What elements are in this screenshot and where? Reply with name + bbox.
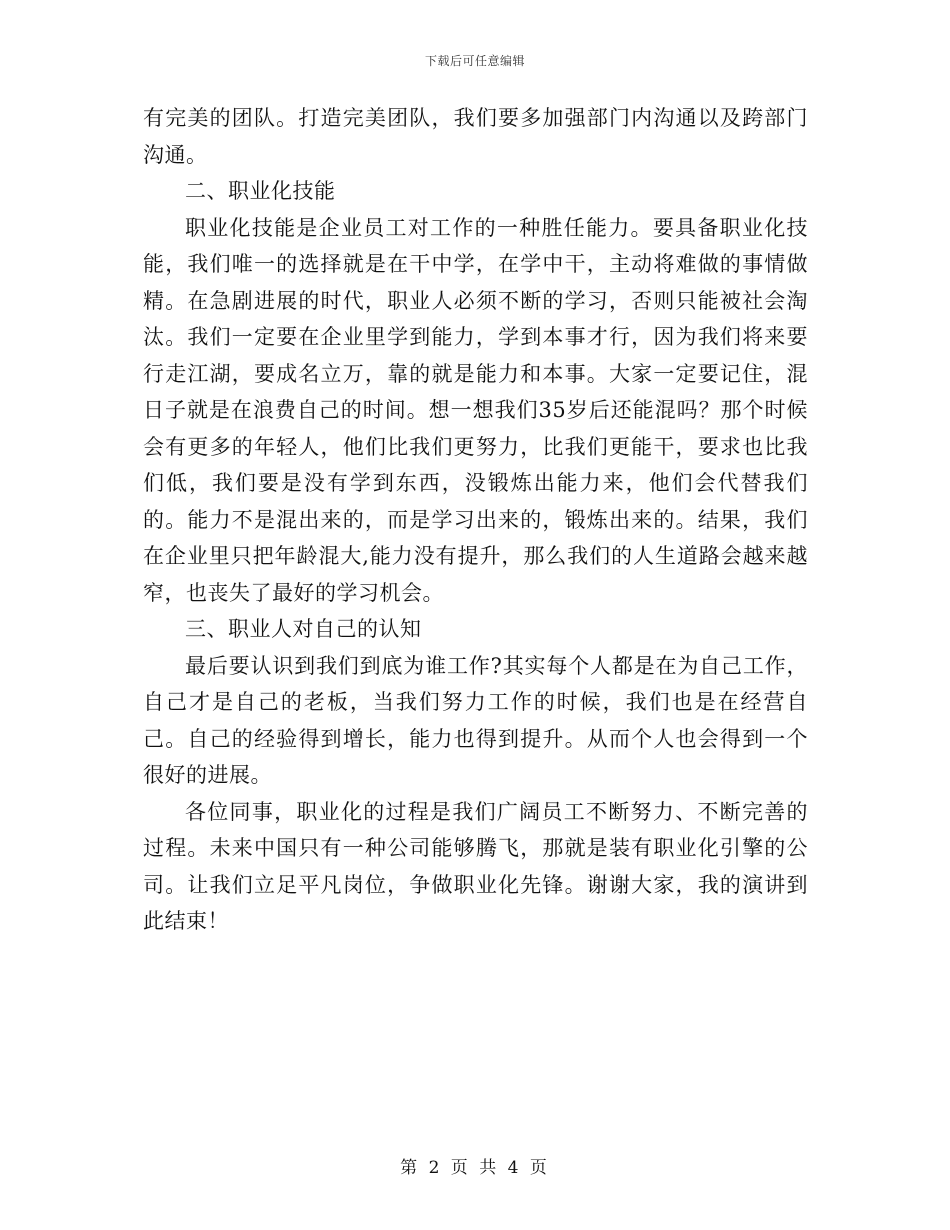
paragraph-self-cognition: 最后要认识到我们到底为谁工作?其实每个人都是在为自己工作，自己才是自己的老板，当我们努力工作的时候，我们也是在经营自己。自己的经验得到增长，能力也得到提升。从而个人也会得到一个很好的进展。 <box>143 653 808 787</box>
paragraph-skills: 职业化技能是企业员工对工作的一种胜任能力。要具备职业化技能，我们唯一的选择就是在干中学，在学中干，主动将难做的事情做精。在急剧进展的时代，职业人必须不断的学习，否则只能被社会淘汰。我们一定要在企业里学到能力，学到本事才行，因为我们将来要行走江湖，要成名立万，靠的就是能力和本事。大家一定要记住，混日子就是在浪费自己的时间。想一想我们35岁后还能混吗？那个时候会有更多的年轻人，他们比我们更努力，比我们更能干，要求也比我们低，我们要是没有学到东西，没锻炼出能力来，他们会代替我们的。能力不是混出来的，而是学习出来的，锻炼出来的。结果，我们在企业里只把年龄混大,能力没有提升，那么我们的人生道路会越来越窄，也丧失了最好的学习机会。 <box>143 215 808 605</box>
paragraph-continuation: 有完美的团队。打造完美团队，我们要多加强部门内沟通以及跨部门沟通。 <box>143 106 808 167</box>
document-body <box>143 100 808 940</box>
page-header-note: 下载后可任意编辑 <box>424 54 525 68</box>
paragraph-closing: 各位同事，职业化的过程是我们广阔员工不断努力、不断完善的过程。未来中国只有一种公司能够腾飞，那就是装有职业化引擎的公司。让我们立足平凡岗位，争做职业化先锋。谢谢大家，我的演讲到此结束！ <box>143 799 808 933</box>
section-heading-skills: 二、职业化技能 <box>185 179 336 203</box>
page-number-footer: 第 2 页 共 4 页 <box>400 1158 550 1178</box>
section-heading-self-cognition: 三、职业人对自己的认知 <box>185 617 422 641</box>
